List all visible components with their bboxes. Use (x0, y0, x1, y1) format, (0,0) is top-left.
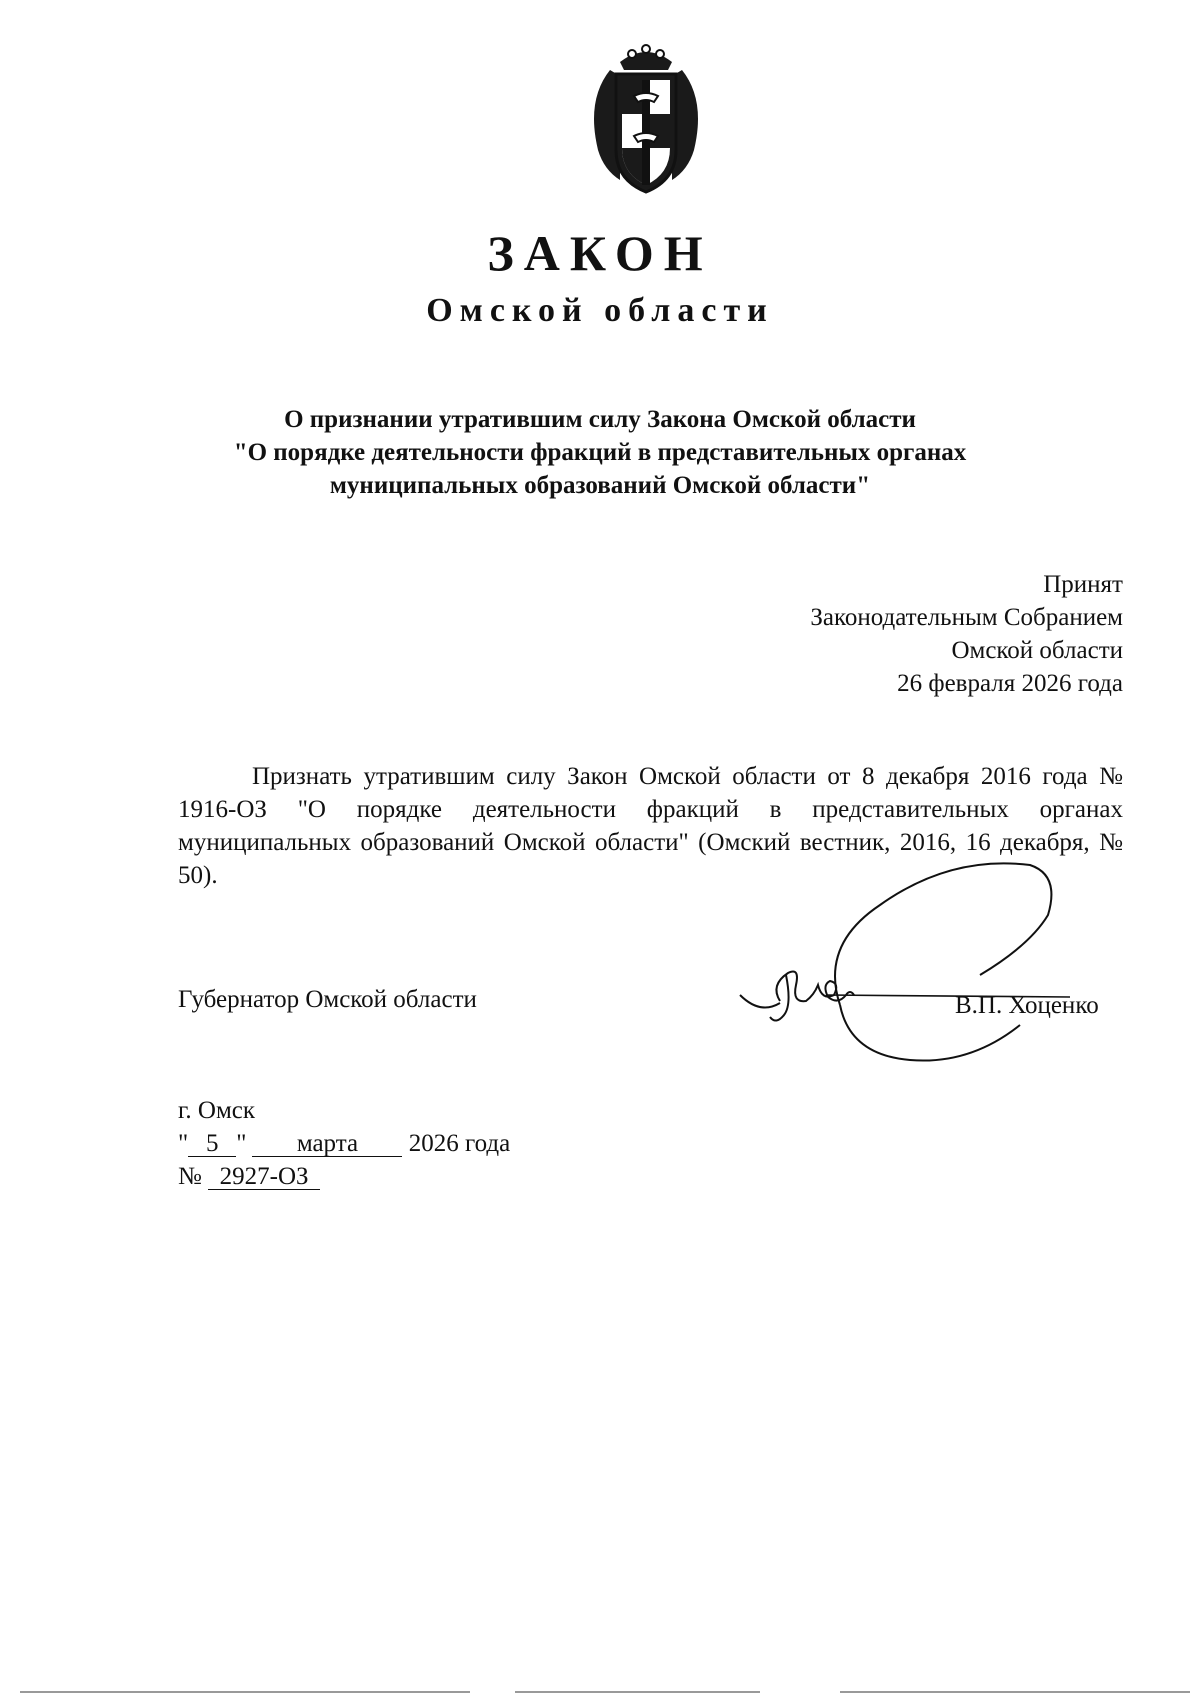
law-heading: ЗАКОН (487, 225, 713, 281)
document-title-line: "О порядке деятельности фракций в представительных органах (233, 439, 967, 466)
scan-edge-lines (0, 1688, 1200, 1696)
signature-icon (730, 855, 1120, 1075)
document-title-line: муниципальных образований Омской области" (329, 472, 871, 499)
footer-city: г. Омск (178, 1097, 256, 1124)
adoption-date: 26 февраля 2026 года (897, 670, 1123, 697)
document-title-line: О признании утратившим силу Закона Омской области (284, 406, 916, 433)
adoption-line: Омской области (951, 637, 1123, 664)
footer-number (178, 1160, 510, 1193)
footer-date (178, 1127, 510, 1160)
governor-title: Губернатор Омской области (178, 986, 477, 1013)
footer-law-number: 2927-ОЗ (208, 1165, 320, 1190)
adoption-block (810, 568, 1123, 700)
adoption-line: Принят (1043, 571, 1123, 598)
coat-of-arms-icon (580, 40, 712, 198)
footer-month: марта (252, 1132, 402, 1157)
footer-year: 2026 года (408, 1130, 511, 1157)
law-region-heading: Омской области (426, 292, 774, 329)
quote-open: " (178, 1130, 189, 1157)
governor-name: В.П. Хоценко (955, 992, 1099, 1019)
footer-day: 5 (188, 1132, 236, 1157)
law-body-paragraph: Признать утратившим силу Закон Омской области от 8 декабря 2016 года № 1916-ОЗ "О порядке деятельности фракций в представительных органах муниципальных образований Омской области" (Омский вестник, 2016, 16 декабря, № 50). (178, 763, 1123, 889)
document-title (200, 403, 1000, 502)
footer-block (178, 1094, 510, 1193)
quote-close: " (236, 1130, 247, 1157)
number-sign: № (178, 1163, 202, 1190)
adoption-line: Законодательным Собранием (810, 604, 1123, 631)
